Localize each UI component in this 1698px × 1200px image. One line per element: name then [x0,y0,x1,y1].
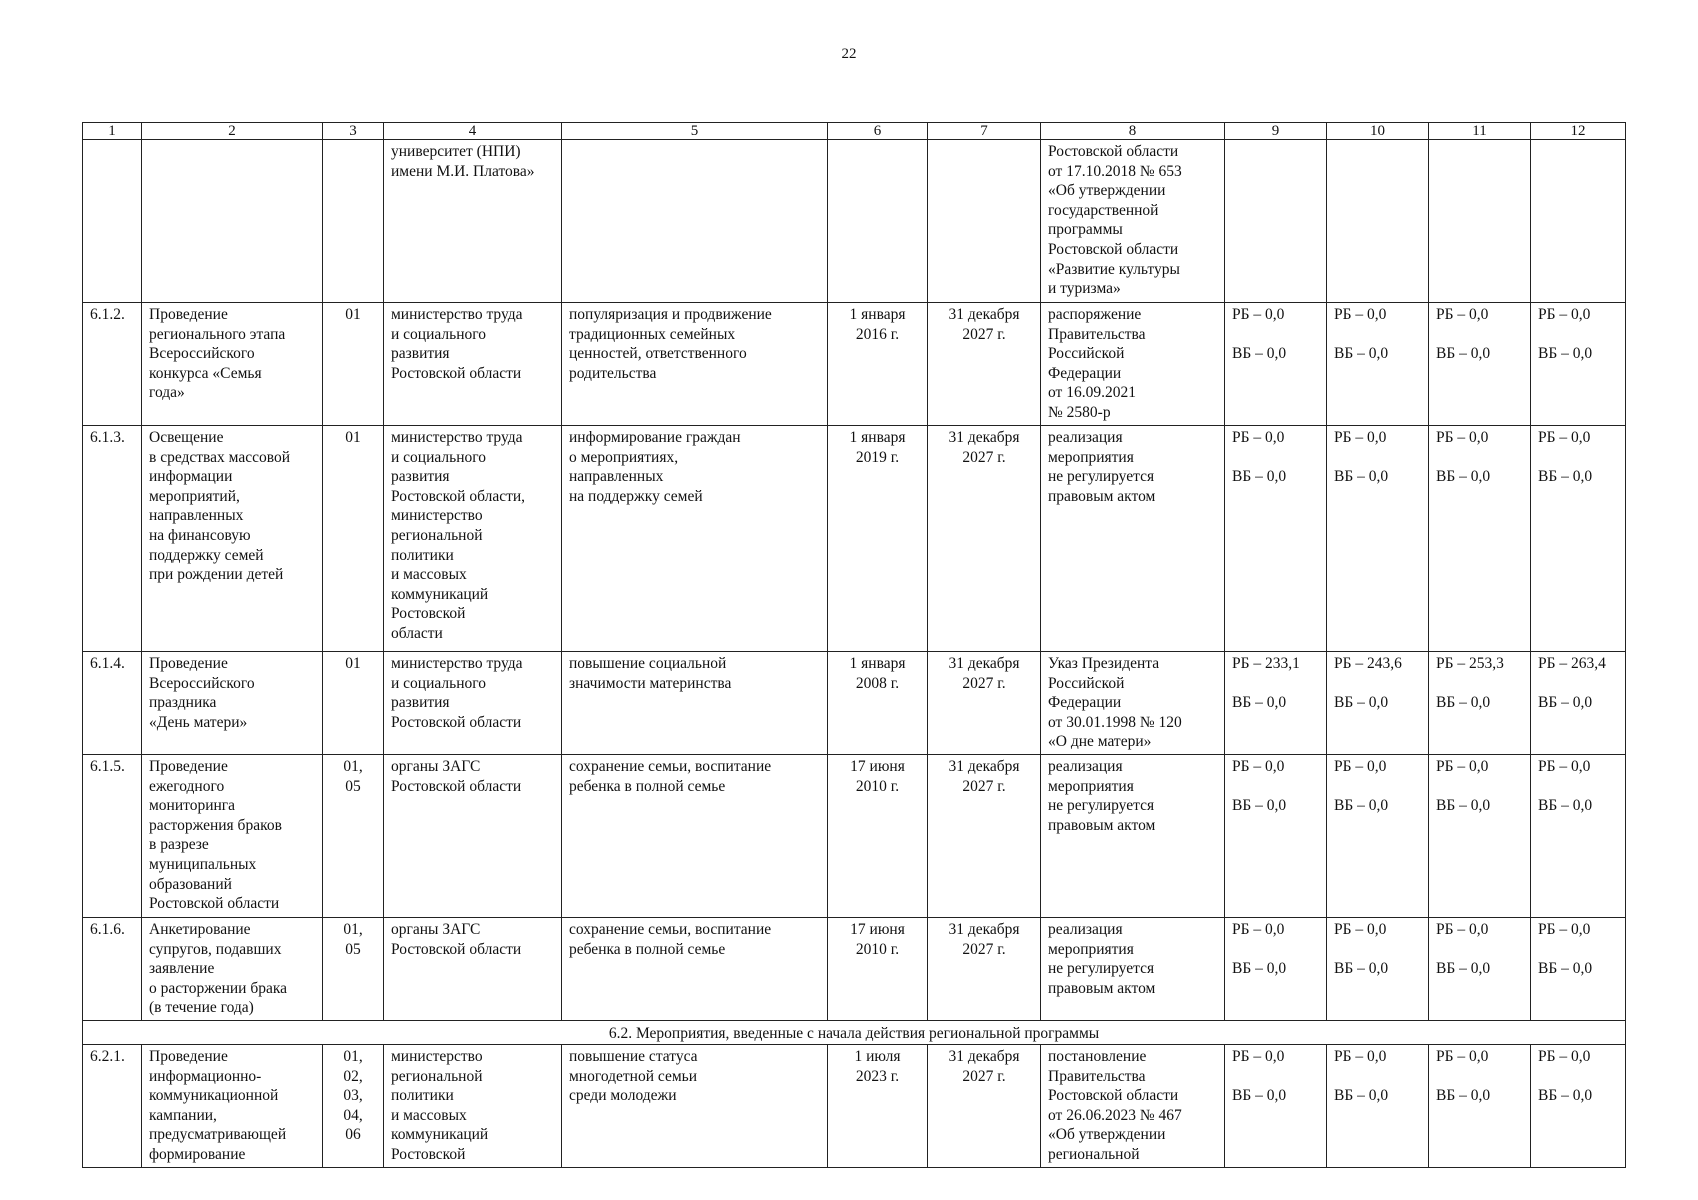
measure-start: 17 июня 2010 г. [828,918,928,1021]
measure-name: Освещение в средствах массовой информации мероприятий, направленных на финансовую поддержку семей при рождении детей [142,426,323,652]
measure-start [828,140,928,303]
measure-result: популяризация и продвижение традиционных семейных ценностей, ответственного родительства [562,303,828,426]
measure-name [142,140,323,303]
measure-number: 6.1.4. [83,652,142,755]
column-header: 3 [323,123,384,140]
measure-result [562,140,828,303]
measure-start: 1 января 2019 г. [828,426,928,652]
measure-basis: постановление Правительства Ростовской области от 26.06.2023 № 467 «Об утверждении региональной [1041,1045,1225,1168]
funding-col10: РБ – 0,0 ВБ – 0,0 [1327,426,1429,652]
measure-basis: реализация мероприятия не регулируется правовым актом [1041,918,1225,1021]
measure-codes [323,140,384,303]
section-heading: 6.2. Мероприятия, введенные с начала действия региональной программы [83,1021,1626,1045]
column-header: 7 [928,123,1041,140]
measure-end: 31 декабря 2027 г. [928,652,1041,755]
measure-end: 31 декабря 2027 г. [928,918,1041,1021]
measure-executor: министерство труда и социального развития Ростовской области [384,652,562,755]
measure-number: 6.1.2. [83,303,142,426]
measure-basis: распоряжение Правительства Российской Федерации от 16.09.2021 № 2580-р [1041,303,1225,426]
measure-executor: органы ЗАГС Ростовской области [384,755,562,918]
measure-codes: 01 [323,303,384,426]
column-header: 2 [142,123,323,140]
measure-number: 6.1.5. [83,755,142,918]
funding-col12: РБ – 0,0 ВБ – 0,0 [1531,918,1626,1021]
funding-col9: РБ – 233,1 ВБ – 0,0 [1225,652,1327,755]
column-header: 4 [384,123,562,140]
table-row [83,755,1626,918]
funding-col10: РБ – 0,0 ВБ – 0,0 [1327,918,1429,1021]
measure-codes: 01 [323,652,384,755]
measure-end: 31 декабря 2027 г. [928,755,1041,918]
funding-col9: РБ – 0,0 ВБ – 0,0 [1225,918,1327,1021]
funding-col11: РБ – 0,0 ВБ – 0,0 [1429,426,1531,652]
measure-result: повышение социальной значимости материнства [562,652,828,755]
funding-col11: РБ – 0,0 ВБ – 0,0 [1429,918,1531,1021]
table-row [83,426,1626,652]
funding-col9: РБ – 0,0 ВБ – 0,0 [1225,1045,1327,1168]
measures-table [82,122,1626,1168]
measure-number: 6.1.3. [83,426,142,652]
funding-col10 [1327,140,1429,303]
measure-name: Проведение регионального этапа Всероссийского конкурса «Семья года» [142,303,323,426]
funding-col11: РБ – 0,0 ВБ – 0,0 [1429,755,1531,918]
measure-name: Анкетирование супругов, подавших заявление о расторжении брака (в течение года) [142,918,323,1021]
funding-col9: РБ – 0,0 ВБ – 0,0 [1225,426,1327,652]
measure-start: 17 июня 2010 г. [828,755,928,918]
measure-name: Проведение ежегодного мониторинга расторжения браков в разрезе муниципальных образований Ростовской области [142,755,323,918]
measure-result: сохранение семьи, воспитание ребенка в полной семье [562,755,828,918]
measure-result: сохранение семьи, воспитание ребенка в полной семье [562,918,828,1021]
funding-col12: РБ – 0,0 ВБ – 0,0 [1531,755,1626,918]
funding-col10: РБ – 243,6 ВБ – 0,0 [1327,652,1429,755]
column-number-row [83,123,1626,140]
measure-executor: министерство региональной политики и массовых коммуникаций Ростовской [384,1045,562,1168]
funding-col12: РБ – 0,0 ВБ – 0,0 [1531,1045,1626,1168]
measure-basis: Ростовской области от 17.10.2018 № 653 «Об утверждении государственной программы Ростовской области «Развитие культуры и туризма» [1041,140,1225,303]
column-header: 5 [562,123,828,140]
measure-executor: министерство труда и социального развития Ростовской области, министерство региональной политики и массовых коммуникаций Ростовской области [384,426,562,652]
funding-col12: РБ – 0,0 ВБ – 0,0 [1531,426,1626,652]
funding-col11: РБ – 0,0 ВБ – 0,0 [1429,303,1531,426]
column-header: 1 [83,123,142,140]
measure-end: 31 декабря 2027 г. [928,426,1041,652]
measure-end: 31 декабря 2027 г. [928,303,1041,426]
funding-col10: РБ – 0,0 ВБ – 0,0 [1327,303,1429,426]
table-row [83,918,1626,1021]
measure-number [83,140,142,303]
measure-result: повышение статуса многодетной семьи среди молодежи [562,1045,828,1168]
section-row [83,1021,1626,1045]
measure-number: 6.1.6. [83,918,142,1021]
funding-col11: РБ – 0,0 ВБ – 0,0 [1429,1045,1531,1168]
measure-end: 31 декабря 2027 г. [928,1045,1041,1168]
funding-col10: РБ – 0,0 ВБ – 0,0 [1327,1045,1429,1168]
measure-number: 6.2.1. [83,1045,142,1168]
funding-col9: РБ – 0,0 ВБ – 0,0 [1225,755,1327,918]
measure-executor: органы ЗАГС Ростовской области [384,918,562,1021]
funding-col9 [1225,140,1327,303]
column-header: 9 [1225,123,1327,140]
measure-codes: 01, 05 [323,918,384,1021]
measure-name: Проведение Всероссийского праздника «День матери» [142,652,323,755]
column-header: 11 [1429,123,1531,140]
measure-codes: 01, 05 [323,755,384,918]
measure-start: 1 июля 2023 г. [828,1045,928,1168]
measure-start: 1 января 2008 г. [828,652,928,755]
measure-codes: 01, 02, 03, 04, 06 [323,1045,384,1168]
table-row [83,1045,1626,1168]
measure-executor: университет (НПИ) имени М.И. Платова» [384,140,562,303]
measure-end [928,140,1041,303]
funding-col12: РБ – 263,4 ВБ – 0,0 [1531,652,1626,755]
measure-executor: министерство труда и социального развития Ростовской области [384,303,562,426]
funding-col9: РБ – 0,0 ВБ – 0,0 [1225,303,1327,426]
column-header: 12 [1531,123,1626,140]
table-row [83,652,1626,755]
funding-col10: РБ – 0,0 ВБ – 0,0 [1327,755,1429,918]
funding-col12: РБ – 0,0 ВБ – 0,0 [1531,303,1626,426]
column-header: 8 [1041,123,1225,140]
table-row [83,303,1626,426]
column-header: 10 [1327,123,1429,140]
table-row [83,140,1626,303]
funding-col11: РБ – 253,3 ВБ – 0,0 [1429,652,1531,755]
page-number: 22 [841,46,857,62]
measure-start: 1 января 2016 г. [828,303,928,426]
measure-codes: 01 [323,426,384,652]
funding-col11 [1429,140,1531,303]
column-header: 6 [828,123,928,140]
measure-basis: Указ Президента Российской Федерации от 30.01.1998 № 120 «О дне матери» [1041,652,1225,755]
measure-result: информирование граждан о мероприятиях, направленных на поддержку семей [562,426,828,652]
measure-basis: реализация мероприятия не регулируется правовым актом [1041,755,1225,918]
funding-col12 [1531,140,1626,303]
measure-name: Проведение информационно- коммуникационной кампании, предусматривающей формирование [142,1045,323,1168]
measure-basis: реализация мероприятия не регулируется правовым актом [1041,426,1225,652]
